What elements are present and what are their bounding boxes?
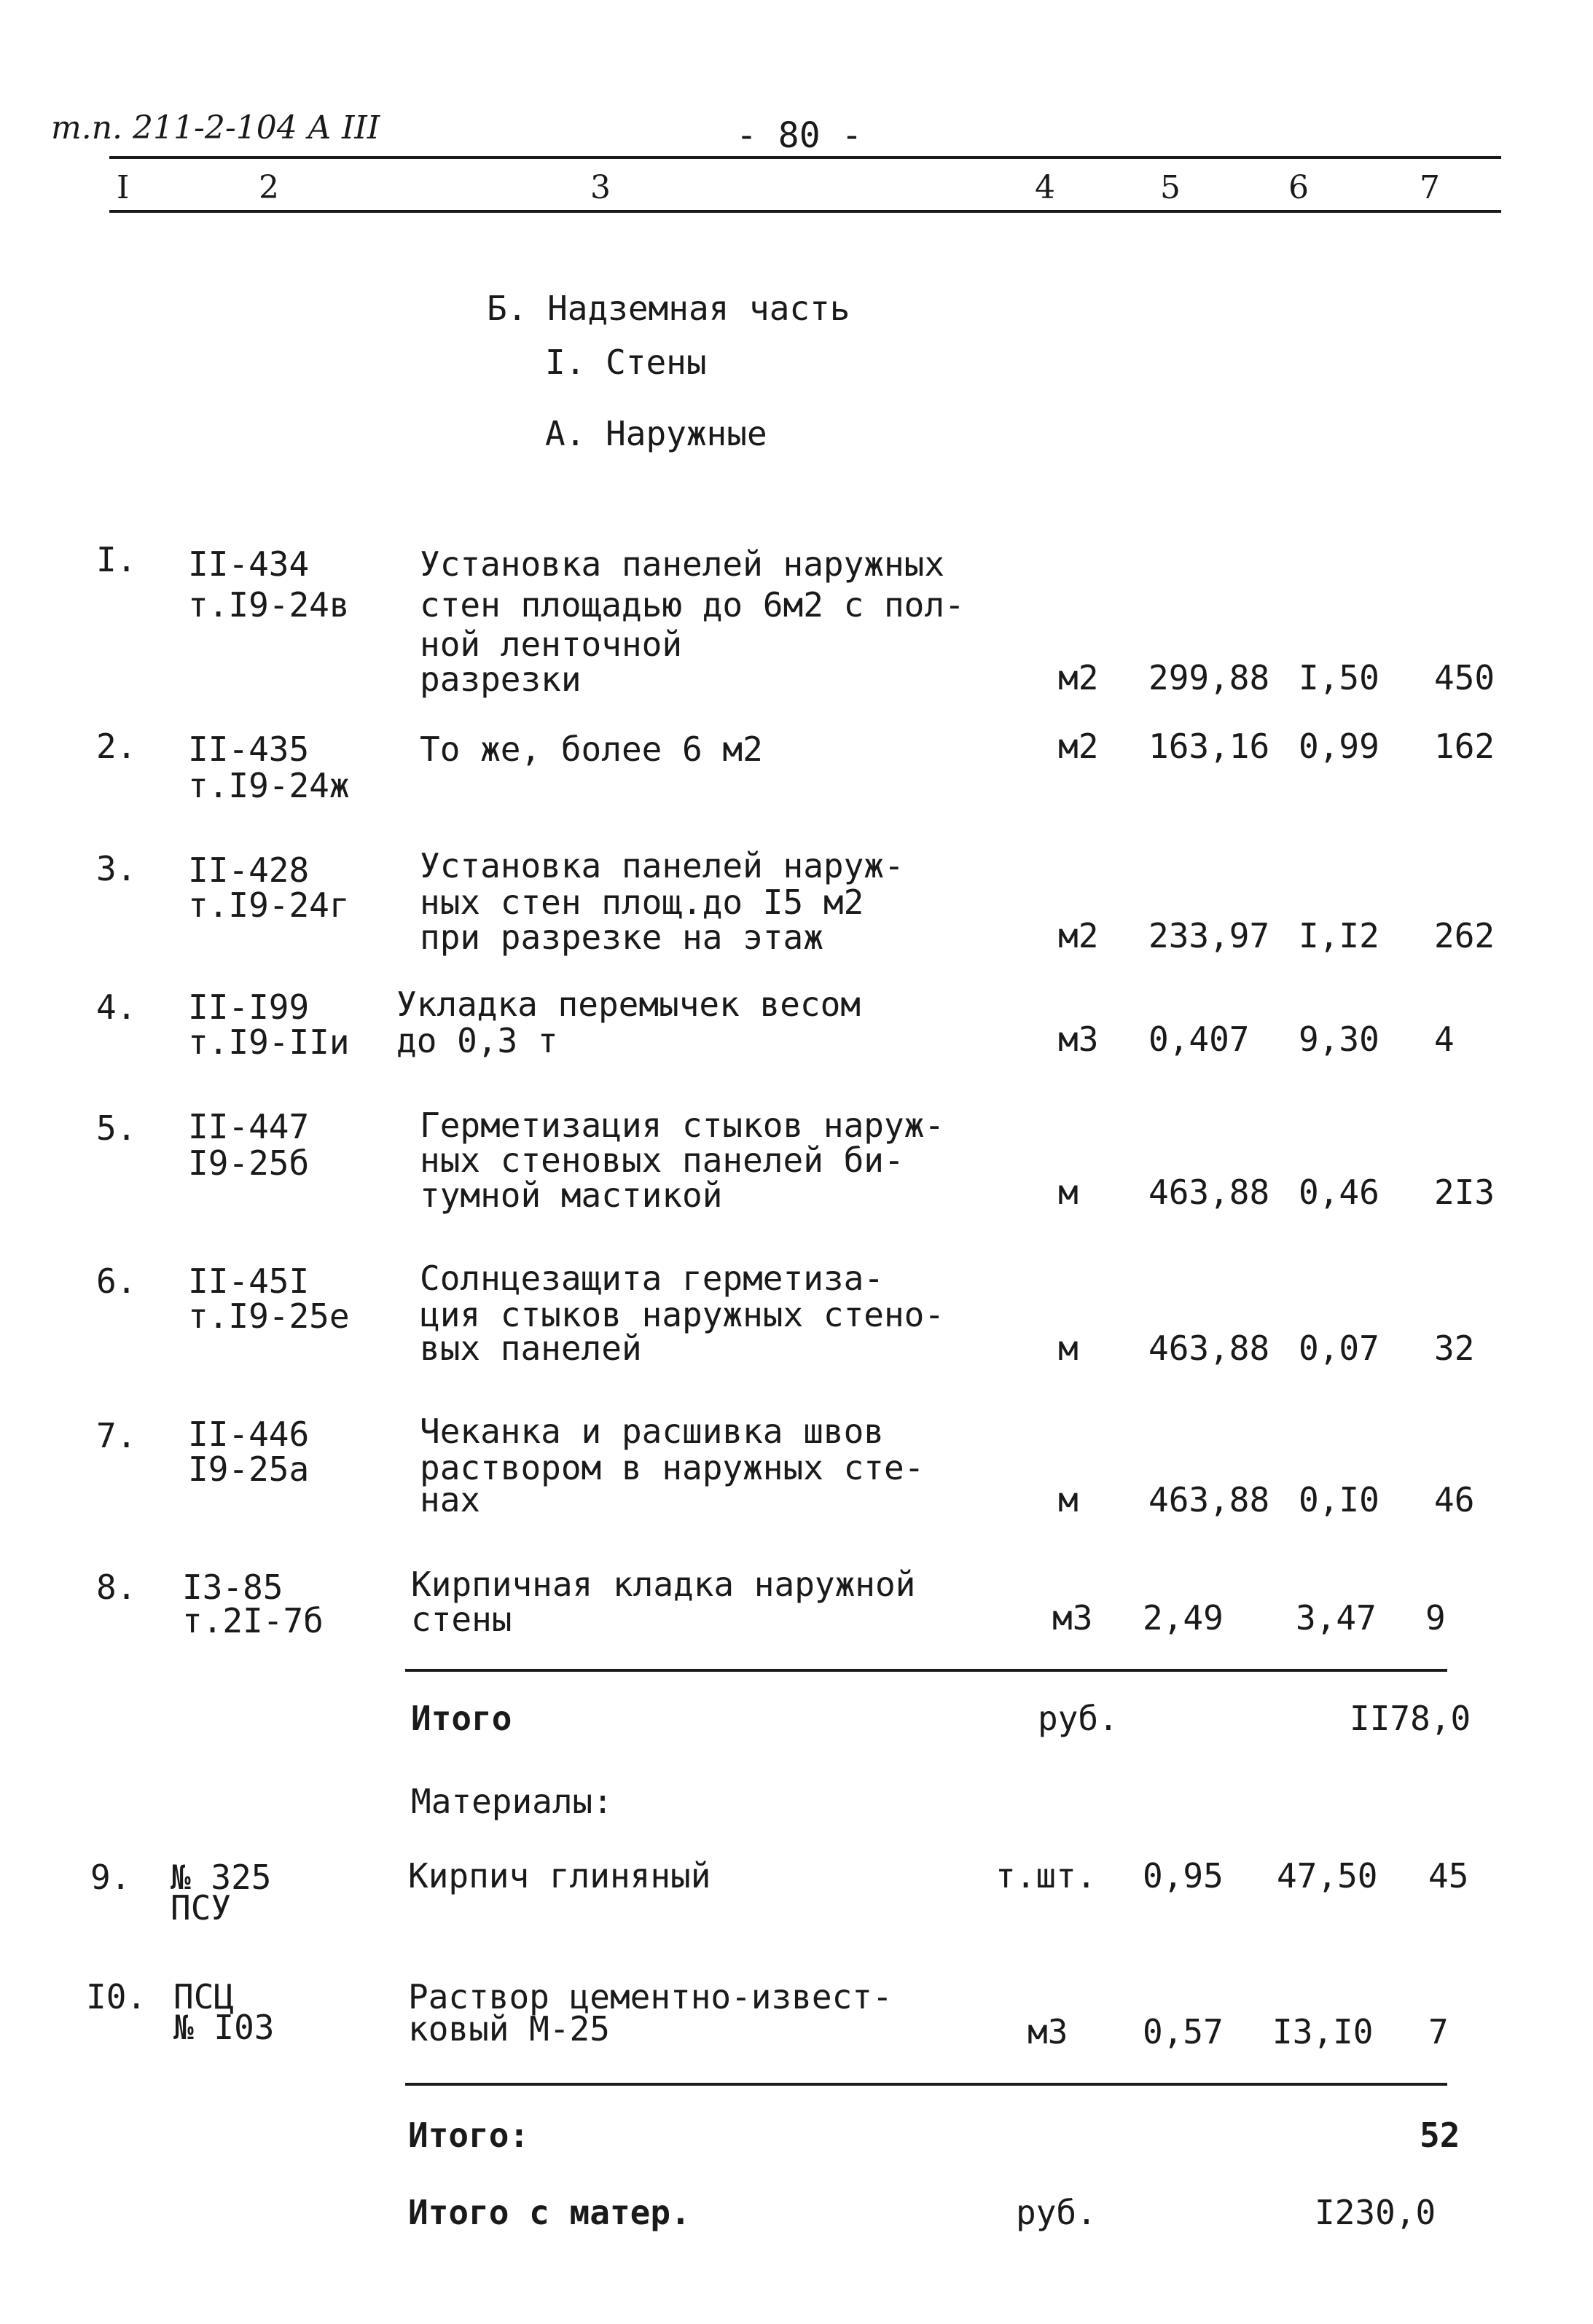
- row-description: Укладка перемычек весом: [396, 985, 861, 1024]
- materials-total-label: Итого:: [408, 2116, 530, 2155]
- row-code: т.I9-24г: [188, 885, 350, 925]
- row-quantity: 299,88: [1148, 658, 1270, 697]
- row-total: 32: [1434, 1329, 1475, 1368]
- row-price: I,I2: [1299, 916, 1379, 955]
- row-total: 45: [1428, 1856, 1469, 1895]
- row-unit: т.шт.: [995, 1856, 1097, 1895]
- row-code: I3-85: [182, 1568, 283, 1607]
- row-code: II-I99: [188, 987, 310, 1027]
- row-description: Кирпичная кладка наружной: [411, 1565, 916, 1604]
- row-code: I9-25б: [188, 1143, 310, 1183]
- row-unit: м3: [1052, 1598, 1093, 1638]
- row-price: 0,46: [1299, 1173, 1379, 1212]
- row-number: 5.: [96, 1108, 137, 1148]
- row-description: тумной мастикой: [420, 1175, 723, 1215]
- row-number: 3.: [96, 849, 137, 888]
- row-description: ция стыков наружных стено-: [420, 1295, 945, 1334]
- row-quantity: 163,16: [1148, 727, 1270, 766]
- row-description: Герметизация стыков наруж-: [420, 1106, 945, 1145]
- row-quantity: 0,95: [1143, 1856, 1224, 1895]
- row-price: 3,47: [1296, 1598, 1377, 1638]
- row-total: 46: [1434, 1480, 1475, 1519]
- row-description: То же, более 6 м2: [420, 729, 763, 769]
- column-header-3: 3: [590, 169, 611, 206]
- row-number: 8.: [96, 1568, 137, 1607]
- row-unit: м3: [1058, 1020, 1099, 1059]
- column-header-5: 5: [1160, 169, 1181, 206]
- row-total: 9: [1425, 1598, 1446, 1638]
- row-code: т.I9-IIи: [188, 1022, 350, 1062]
- row-number: 9.: [90, 1858, 131, 1897]
- row-code: т.I9-25е: [188, 1296, 350, 1336]
- row-unit: м2: [1058, 727, 1099, 766]
- row-total: 4: [1434, 1020, 1455, 1059]
- row-description: Установка панелей наружных: [420, 544, 945, 584]
- row-code: II-434: [188, 544, 310, 584]
- column-header-6: 6: [1288, 169, 1309, 206]
- row-price: 0,99: [1299, 727, 1379, 766]
- row-description: вых панелей: [420, 1329, 642, 1368]
- materials-rule: [405, 2083, 1447, 2086]
- row-total: 2I3: [1434, 1173, 1495, 1212]
- row-description: Раствор цементно-извест-: [408, 1977, 893, 2016]
- row-price: 0,07: [1299, 1329, 1379, 1368]
- row-unit: м3: [1028, 2012, 1068, 2051]
- column-header-2: 2: [259, 169, 279, 206]
- row-quantity: 0,57: [1143, 2012, 1224, 2051]
- row-description: Установка панелей наруж-: [420, 846, 904, 885]
- row-description: Чеканка и расшивка швов: [420, 1412, 884, 1451]
- row-code: II-435: [188, 729, 310, 769]
- row-description: стены: [411, 1600, 512, 1639]
- row-price: 9,30: [1299, 1020, 1379, 1059]
- row-price: 0,I0: [1299, 1480, 1379, 1519]
- row-code: № 325: [171, 1858, 272, 1897]
- row-code: т.I9-24ж: [188, 766, 350, 805]
- row-number: 6.: [96, 1261, 137, 1301]
- row-description: до 0,3 т: [396, 1021, 558, 1060]
- row-number: 7.: [96, 1416, 137, 1455]
- row-code: т.2I-7б: [182, 1601, 324, 1640]
- row-unit: м: [1058, 1480, 1079, 1519]
- row-price: I,50: [1299, 658, 1379, 697]
- column-header-7: 7: [1420, 169, 1440, 206]
- document-code: т.п. 211-2-104 А III: [51, 109, 380, 146]
- materials-label: Материалы:: [411, 1782, 613, 1821]
- subtotal-total: II78,0: [1350, 1699, 1471, 1738]
- row-code: ПСУ: [171, 1888, 232, 1928]
- row-total: 450: [1434, 658, 1495, 697]
- row-code: II-428: [188, 850, 310, 890]
- row-description: при разрезке на этаж: [420, 918, 823, 957]
- grand-total-value: I230,0: [1315, 2193, 1436, 2232]
- row-code: II-45I: [188, 1261, 310, 1301]
- row-quantity: 463,88: [1148, 1480, 1270, 1519]
- row-price: I3,I0: [1272, 2012, 1374, 2051]
- row-code: № I03: [173, 2008, 275, 2047]
- row-total: 7: [1428, 2012, 1449, 2051]
- row-number: I.: [96, 540, 137, 579]
- row-description: ных стен площ.до I5 м2: [420, 883, 864, 922]
- section-subgroup-heading: А. Наружные: [545, 414, 767, 453]
- row-description: Солнцезащита герметиза-: [420, 1259, 884, 1298]
- row-price: 47,50: [1277, 1856, 1378, 1895]
- column-header-1: I: [117, 169, 130, 206]
- row-description: раствором в наружных сте-: [420, 1448, 925, 1487]
- row-quantity: 2,49: [1143, 1598, 1224, 1638]
- grand-total-unit: руб.: [1016, 2193, 1097, 2232]
- row-number: 4.: [96, 987, 137, 1027]
- header-top-rule: [109, 156, 1501, 159]
- row-quantity: 0,407: [1148, 1020, 1250, 1059]
- row-description: ковый М-25: [408, 2009, 610, 2049]
- row-unit: м: [1058, 1329, 1079, 1368]
- row-code: II-447: [188, 1107, 310, 1146]
- grand-total-label: Итого с матер.: [408, 2193, 691, 2232]
- row-quantity: 463,88: [1148, 1329, 1270, 1368]
- subtotal-label: Итого: [411, 1699, 512, 1738]
- section-part-heading: Б. Надземная часть: [487, 289, 850, 328]
- row-description: стен площадью до 6м2 с пол-: [420, 585, 965, 625]
- row-description: Кирпич глиняный: [408, 1856, 711, 1895]
- row-total: 162: [1434, 727, 1495, 766]
- row-quantity: 463,88: [1148, 1173, 1270, 1212]
- row-number: 2.: [96, 727, 137, 766]
- row-number: I0.: [86, 1977, 147, 2016]
- row-quantity: 233,97: [1148, 916, 1270, 955]
- column-header-4: 4: [1035, 169, 1055, 206]
- header-bottom-rule: [109, 210, 1501, 213]
- row-description: ных стеновых панелей би-: [420, 1141, 904, 1180]
- subtotal-rule: [405, 1669, 1447, 1672]
- row-code: I9-25а: [188, 1449, 310, 1489]
- row-unit: м2: [1058, 916, 1099, 955]
- row-code: ПСЦ: [173, 1977, 235, 2016]
- materials-total-value: 52: [1420, 2116, 1460, 2155]
- row-description: нах: [420, 1480, 481, 1519]
- row-description: разрезки: [420, 660, 582, 699]
- row-unit: м2: [1058, 658, 1099, 697]
- row-description: ной ленточной: [420, 625, 683, 664]
- page-number: - 80 -: [736, 115, 863, 156]
- row-code: II-446: [188, 1415, 310, 1454]
- row-total: 262: [1434, 916, 1495, 955]
- section-group-heading: I. Стены: [545, 343, 707, 382]
- subtotal-unit: руб.: [1038, 1699, 1119, 1738]
- row-code: т.I9-24в: [188, 585, 350, 625]
- row-unit: м: [1058, 1173, 1079, 1212]
